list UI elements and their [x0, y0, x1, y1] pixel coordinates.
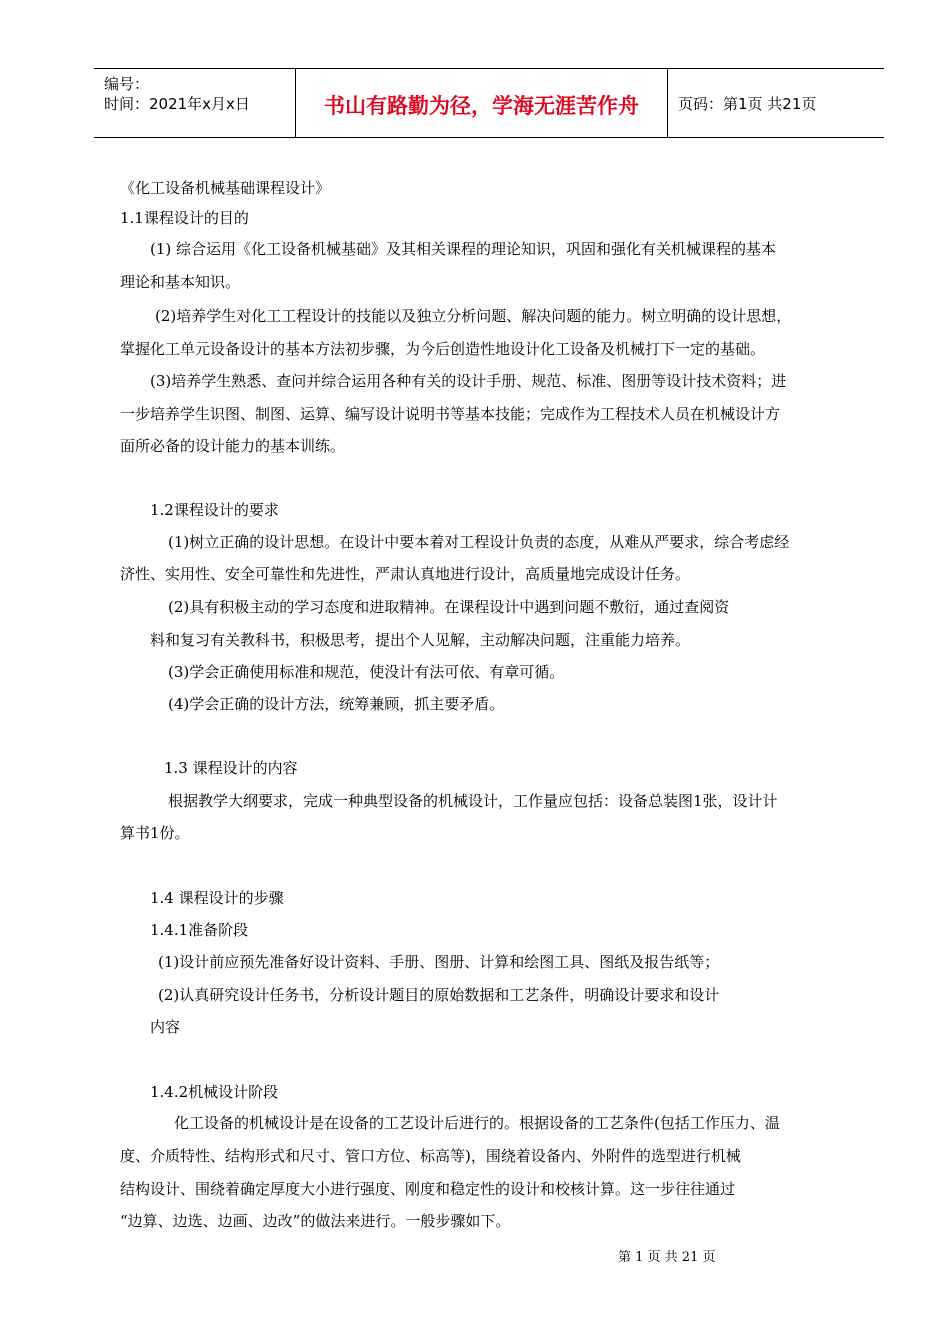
header-table	[94, 68, 884, 138]
paragraph-line: 济性、实用性、安全可靠性和先进性，严肃认真地进行设计，高质量地完成设计任务。	[120, 565, 691, 583]
paragraph-line: 化工设备的机械设计是在设备的工艺设计后进行的。根据设备的工艺条件(包括工作压力、温	[174, 1114, 780, 1132]
paragraph-line: 掌握化工单元设备设计的基本方法初步骤，为今后创造性地设计化工设备及机械打下一定的基础。	[120, 340, 766, 358]
paragraph-line: 一步培养学生识图、制图、运算、编写设计说明书等基本技能；完成作为工程技术人员在机械设计方	[120, 405, 781, 423]
subsection-heading: 1.4.2机械设计阶段	[150, 1083, 279, 1101]
paragraph-line: “边算、边选、边画、边改”的做法来进行。一般步骤如下。	[120, 1212, 511, 1230]
header-motto: 书山有路勤为径，学海无涯苦作舟	[324, 94, 639, 118]
section-heading: 1.1课程设计的目的	[120, 209, 249, 227]
paragraph-line: (1)树立正确的设计思想。在设计中要本着对工程设计负责的态度，从难从严要求，综合考虑经	[168, 533, 790, 551]
subsection-heading: 1.4.1准备阶段	[150, 921, 249, 939]
document-time: 时间：2021年x月x日	[104, 95, 250, 113]
paragraph-line: (1) 综合运用《化工设备机械基础》及其相关课程的理论知识，巩固和强化有关机械课程的基本	[150, 240, 777, 258]
section-heading: 1.4 课程设计的步骤	[150, 889, 284, 907]
paragraph-line: 料和复习有关教科书，积极思考，提出个人见解，主动解决问题，注重能力培养。	[150, 631, 691, 649]
paragraph-line: (4)学会正确的设计方法，统筹兼顾，抓主要矛盾。	[168, 695, 505, 713]
section-heading: 1.3 课程设计的内容	[164, 759, 298, 777]
paragraph-line: 度、介质特性、结构形式和尺寸、管口方位、标高等)，围绕着设备内、外附件的选型进行机械	[120, 1147, 741, 1165]
paragraph-line: 根据教学大纲要求，完成一种典型设备的机械设计，工作量应包括：设备总装图1张，设计计	[168, 792, 778, 810]
paragraph-line: (3)学会正确使用标准和规范，使没计有法可依、有章可循。	[168, 663, 565, 681]
paragraph-line: (3)培养学生熟悉、查问并综合运用各种有关的设计手册、规范、标准、图册等设计技术资料；进	[150, 372, 787, 390]
paragraph-line: 结构设计、围绕着确定厚度大小进行强度、刚度和稳定性的设计和校核计算。这一步往往通过	[120, 1180, 736, 1198]
header-page-cell	[668, 69, 884, 137]
header-meta-cell	[94, 69, 296, 137]
paragraph-line: (2)培养学生对化工工程设计的技能以及独立分析问题、解决问题的能力。树立明确的设计思想，	[155, 307, 792, 325]
document-title: 《化工设备机械基础课程设计》	[120, 179, 331, 197]
footer-page-number: 第 1 页 共 21 页	[618, 1250, 716, 1265]
header-page-info: 页码：第1页 共21页	[678, 95, 817, 113]
document-number-label: 编号：	[104, 75, 150, 93]
header-motto-cell	[296, 69, 668, 137]
paragraph-line: (2)认真研究设计任务书，分析设计题目的原始数据和工艺条件，明确设计要求和设计	[158, 986, 720, 1004]
paragraph-line: 面所必备的设计能力的基本训练。	[120, 437, 346, 455]
paragraph-line: 内容	[150, 1018, 181, 1036]
paragraph-line: 理论和基本知识。	[120, 273, 241, 291]
paragraph-line: 算书1份。	[120, 824, 190, 842]
paragraph-line: (1)设计前应预先准备好设计资料、手册、图册、计算和绘图工具、图纸及报告纸等；	[158, 953, 720, 971]
paragraph-line: (2)具有积极主动的学习态度和进取精神。在课程设计中遇到问题不敷衍，通过查阅资	[168, 598, 730, 616]
section-heading: 1.2课程设计的要求	[150, 501, 279, 519]
